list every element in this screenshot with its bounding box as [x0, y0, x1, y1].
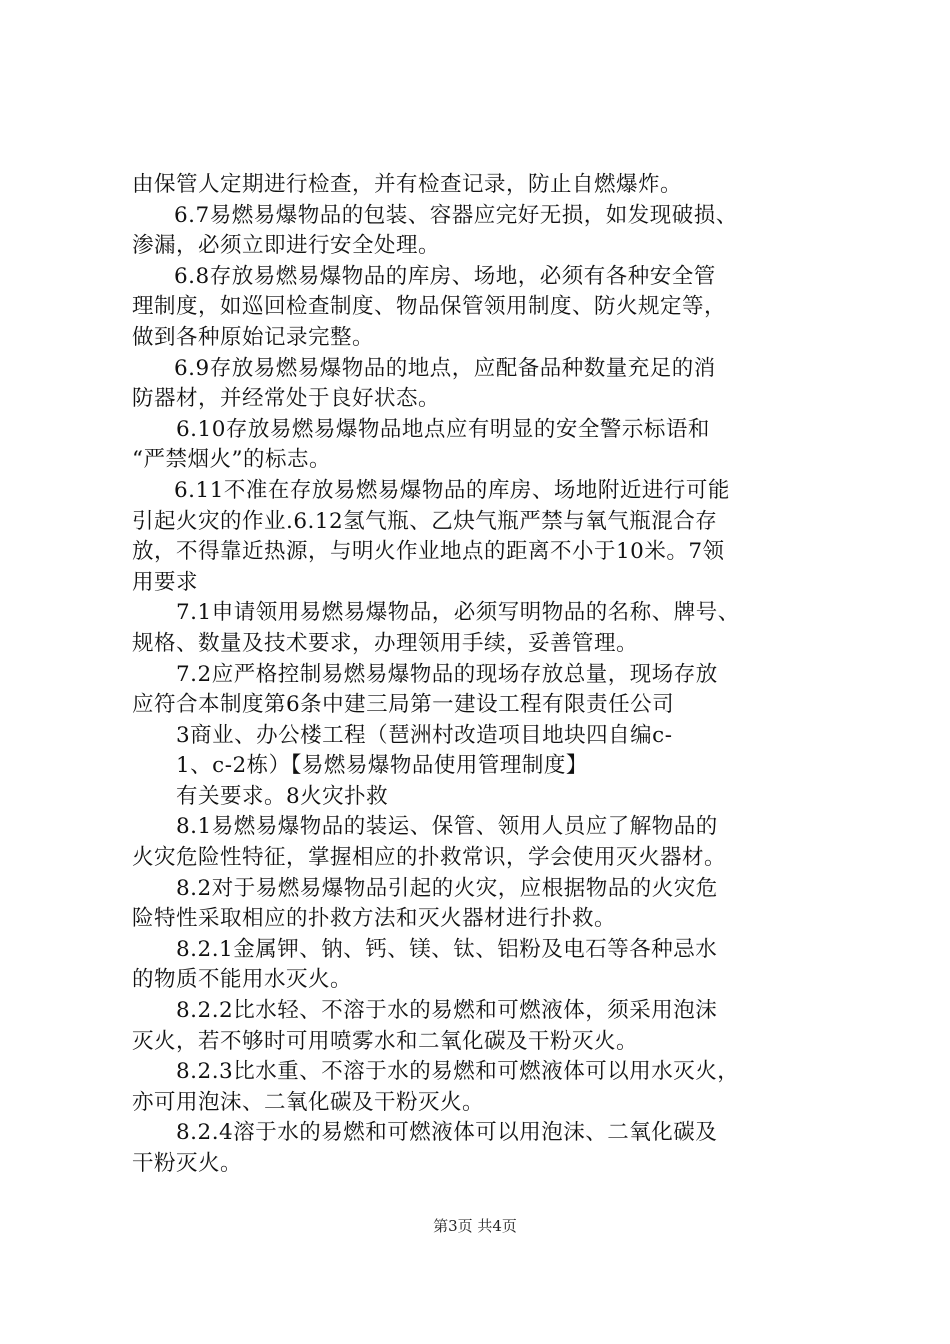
- text-line: 规格、数量及技术要求，办理领用手续，妥善管理。: [132, 630, 639, 656]
- text-line: 8.2.3比水重、不溶于水的易燃和可燃液体可以用水灭火，: [176, 1059, 740, 1085]
- text-line: 7.2应严格控制易燃易爆物品的现场存放总量，现场存放: [176, 661, 718, 687]
- text-line: 3商业、办公楼工程（琶洲村改造项目地块四自编c-: [176, 722, 673, 748]
- text-line: 有关要求。8火灾扑救: [176, 783, 389, 809]
- text-line: 引起火灾的作业.6.12氢气瓶、乙炔气瓶严禁与氧气瓶混合存: [132, 508, 718, 534]
- text-line: 由保管人定期进行检查，并有检查记录，防止自燃爆炸。: [132, 172, 683, 197]
- text-line: 1、c-2栋）【易燃易爆物品使用管理制度】: [176, 753, 588, 779]
- text-line: 理制度，如巡回检查制度、物品保管领用制度、防火规定等，: [132, 294, 727, 320]
- text-line: 用要求: [132, 569, 199, 595]
- text-line: “严禁烟火”的标志。: [132, 447, 331, 473]
- text-line: 8.2对于易燃易爆物品引起的火灾，应根据物品的火灾危: [176, 875, 718, 901]
- text-line: 6.7易燃易爆物品的包装、容器应完好无损，如发现破损、: [174, 202, 738, 228]
- text-line: 火灾危险性特征，掌握相应的扑救常识，学会使用灭火器材。: [132, 845, 727, 871]
- text-line: 灭火，若不够时可用喷雾水和二氧化碳及干粉灭火。: [132, 1028, 639, 1054]
- text-line: 干粉灭火。: [132, 1151, 243, 1176]
- text-line: 6.11不准在存放易燃易爆物品的库房、场地附近进行可能: [174, 477, 730, 503]
- text-line: 应符合本制度第6条中建三局第一建设工程有限责任公司: [132, 692, 675, 718]
- text-line: 8.2.1金属钾、钠、钙、镁、钛、铝粉及电石等各种忌水: [176, 936, 718, 962]
- text-line: 8.2.4溶于水的易燃和可燃液体可以用泡沫、二氧化碳及: [176, 1120, 718, 1146]
- text-line: 渗漏，必须立即进行安全处理。: [132, 233, 441, 259]
- text-line: 防器材，并经常处于良好状态。: [132, 386, 441, 412]
- text-line: 6.9存放易燃易爆物品的地点，应配备品种数量充足的消: [174, 355, 716, 381]
- text-line: 8.2.2比水轻、不溶于水的易燃和可燃液体，须采用泡沫: [176, 998, 718, 1024]
- text-line: 6.10存放易燃易爆物品地点应有明显的安全警示标语和: [176, 416, 710, 442]
- page-number-footer: 第3页 共4页: [433, 1217, 517, 1235]
- text-line: 亦可用泡沫、二氧化碳及干粉灭火。: [132, 1089, 485, 1115]
- text-line: 7.1申请领用易燃易爆物品，必须写明物品的名称、牌号、: [176, 600, 740, 626]
- text-line: 的物质不能用水灭火。: [132, 967, 353, 993]
- text-line: 险特性采取相应的扑救方法和灭火器材进行扑救。: [132, 906, 617, 932]
- text-line: 8.1易燃易爆物品的装运、保管、领用人员应了解物品的: [176, 814, 718, 840]
- body-text: [132, 170, 844, 1180]
- text-line: 做到各种原始记录完整。: [132, 324, 375, 350]
- text-line: 6.8存放易燃易爆物品的库房、场地，必须有各种安全管: [174, 263, 716, 289]
- text-line: 放，不得靠近热源，与明火作业地点的距离不小于10米。7领: [132, 539, 725, 565]
